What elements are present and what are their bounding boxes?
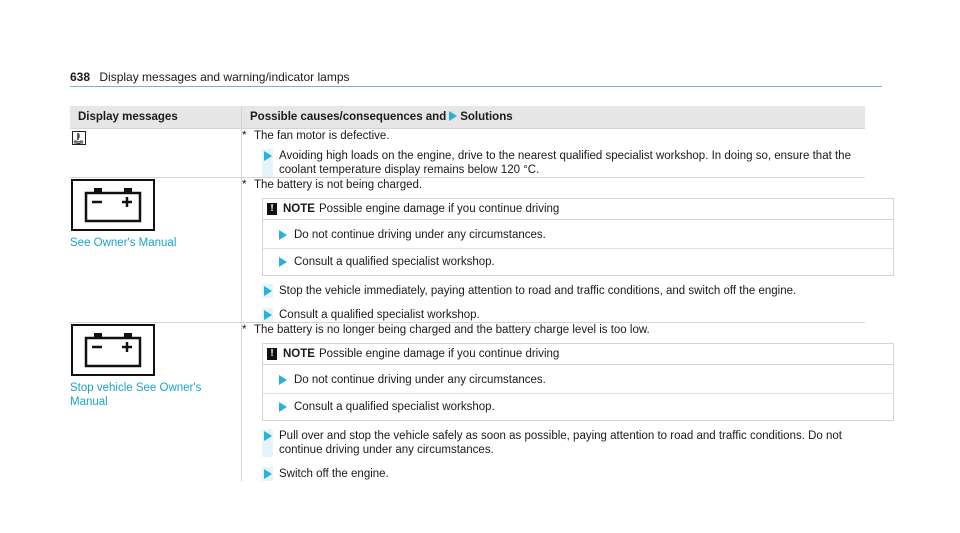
col-header-causes [242,106,866,129]
display-message-text: See Owner's Manual [70,237,177,249]
note-title: Possible engine damage if you continue driving [318,203,560,215]
table-row [70,178,865,323]
note-title: Possible engine damage if you continue driving [318,348,560,360]
table-row [70,129,865,178]
display-messages-table [70,106,865,481]
arrow-icon [264,151,272,161]
solution-step: Switch off the engine. [262,467,865,481]
warning-icon: ! [267,348,277,360]
cause-solution-cell [242,129,866,178]
arrow-icon [279,257,287,267]
arrow-icon [279,375,287,385]
fan-motor-icon [72,131,86,145]
col-header-causes-text: Possible causes/consequences and [250,111,447,123]
solution-step: Stop the vehicle immediately, paying attention to road and traffic conditions, and switch off the engine. [262,284,865,298]
col-header-display-messages: Display messages [70,106,242,129]
note-box [262,343,894,421]
note-step: Consult a qualified specialist workshop. [277,400,893,414]
table-row [70,323,865,482]
page-header-title: Display messages and warning/indicator lamps [99,70,350,84]
display-message-cell [70,323,242,482]
arrow-icon [264,286,272,296]
cause-item: * The battery is no longer being charged and the battery charge level is too low. [242,324,650,336]
solution-step: Consult a qualified specialist workshop. [262,308,865,322]
col-header-solutions-text: Solutions [460,111,513,123]
display-message-cell [70,178,242,323]
cause-item: * The fan motor is defective. [242,130,390,142]
arrow-icon [264,469,272,479]
display-message-text: Stop vehicle See Owner's Manual [70,382,202,408]
solution-step: Pull over and stop the vehicle safely as soon as possible, paying attention to road and traffic conditions. Do not continue driving under any circumstances. [262,429,865,457]
note-step: Do not continue driving under any circumstances. [277,373,893,387]
note-step: Consult a qualified specialist workshop. [277,255,893,269]
table-header-row [70,106,865,129]
page-number: 638 [70,70,91,84]
arrow-icon [264,431,272,441]
arrow-icon [264,310,272,320]
solution-step: Avoiding high loads on the engine, drive to the nearest qualified specialist workshop. In doing so, ensure that the coolant temperature display remains below 120 °C. [262,149,865,177]
arrow-icon [279,402,287,412]
arrow-icon [449,111,457,121]
warning-icon: ! [267,203,277,215]
page-header [70,70,350,84]
note-label: NOTE [283,348,315,360]
arrow-icon [279,230,287,240]
cause-item: * The battery is not being charged. [242,179,423,191]
cause-solution-cell [242,323,866,482]
header-rule [70,86,882,87]
battery-icon [70,178,156,232]
note-label: NOTE [283,203,315,215]
battery-icon [70,323,156,377]
note-box [262,198,894,276]
cause-solution-cell [242,178,866,323]
display-message-cell [70,129,242,178]
note-step: Do not continue driving under any circumstances. [277,228,893,242]
